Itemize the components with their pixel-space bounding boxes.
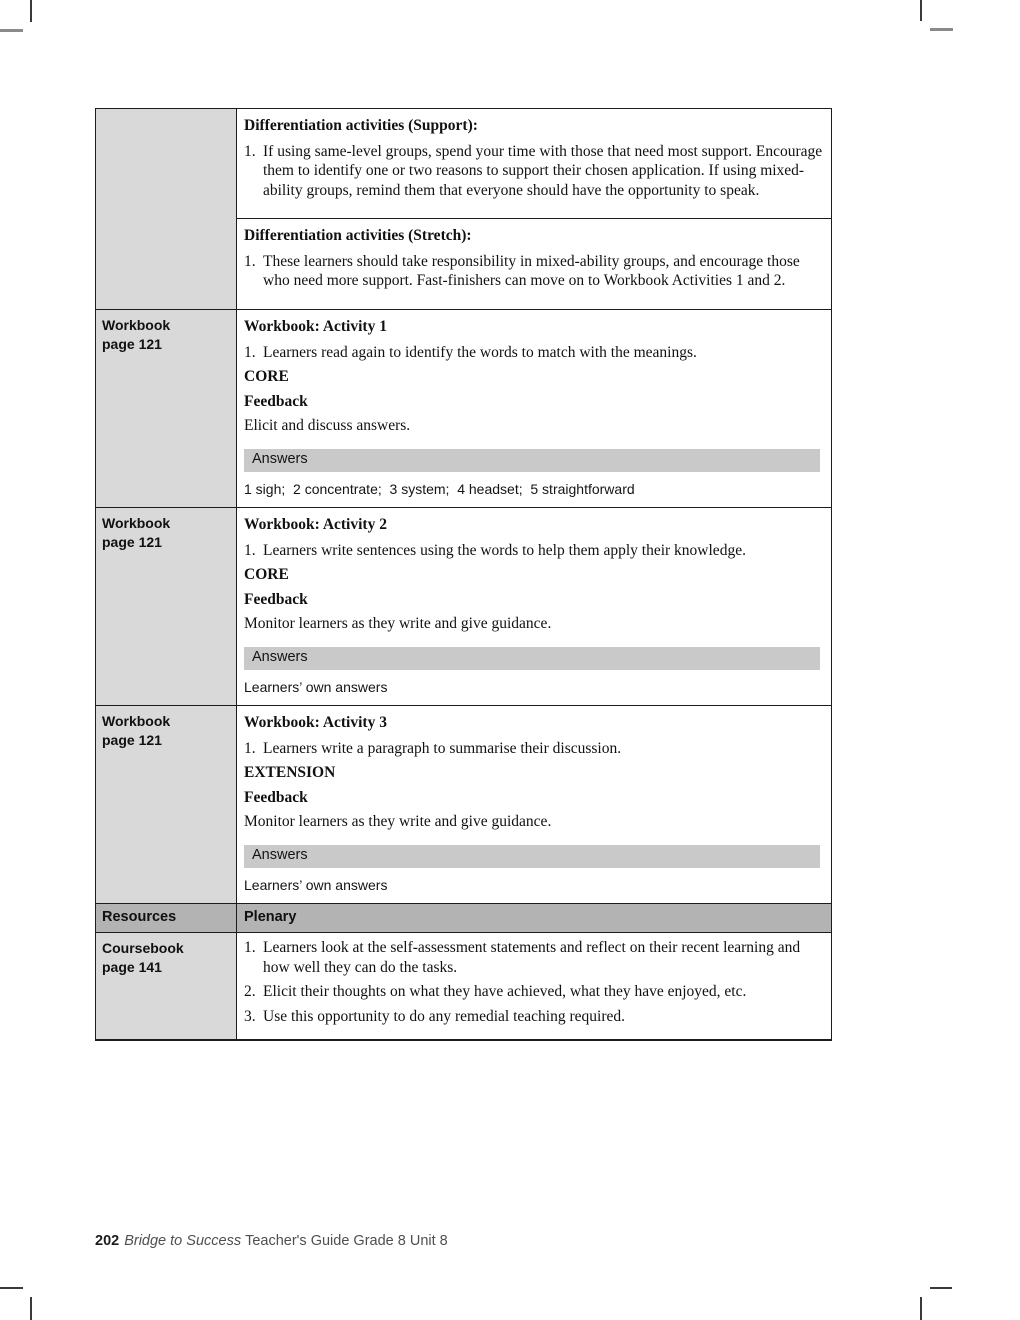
activity-item	[244, 343, 823, 363]
feedback-text: Monitor learners as they write and give guidance.	[244, 615, 552, 632]
answers-label: Answers	[252, 649, 308, 666]
footer-page-number: 202	[95, 1233, 120, 1249]
differentiation-stretch-heading: Differentiation activities (Stretch):	[244, 227, 472, 244]
differentiation-stretch-item	[244, 252, 823, 291]
item-text: Learners write sentences using the words to help them apply their knowledge.	[263, 541, 746, 559]
resources-plenary-header-row	[96, 903, 831, 932]
answers-header-bar	[244, 449, 820, 472]
feedback-label: Feedback	[244, 590, 308, 608]
crop-mark-top-left-vertical	[30, 0, 32, 22]
answers-label: Answers	[252, 451, 308, 468]
plenary-content	[237, 933, 831, 1039]
plenary-item-1	[244, 938, 823, 977]
answers-header-bar	[244, 647, 820, 670]
differentiation-content	[237, 109, 831, 309]
item-text: These learners should take responsibility in mixed-ability groups, and encourage those who need more support. Fast-finishers can move on to Workbook Activities 1 and 2.	[263, 252, 800, 289]
item-number: 1.	[244, 252, 256, 270]
activity-level-label: CORE	[244, 566, 289, 583]
activity-level-label: CORE	[244, 368, 289, 385]
workbook-activity-1-content	[237, 310, 831, 507]
differentiation-support-heading: Differentiation activities (Support):	[244, 117, 478, 134]
differentiation-sidebar-cell-empty	[96, 109, 237, 309]
answers-label: Answers	[252, 847, 308, 864]
activity-item	[244, 541, 823, 561]
crop-mark-bottom-left-horizontal	[0, 1287, 23, 1289]
answers-text: Learners’ own answers	[244, 876, 388, 893]
item-number: 1.	[244, 939, 256, 956]
workbook-activity-3-sidebar	[96, 706, 237, 903]
workbook-activity-3-content	[237, 706, 831, 903]
workbook-activity-2-content	[237, 508, 831, 705]
feedback-label: Feedback	[244, 392, 308, 410]
sidebar-source-label: Workbook	[102, 317, 171, 333]
item-text: Learners write a paragraph to summarise their discussion.	[263, 739, 622, 757]
activity-item	[244, 739, 823, 759]
crop-mark-bottom-right-horizontal	[930, 1287, 952, 1289]
resources-header-cell: Resources	[96, 904, 237, 932]
crop-mark-bottom-right-vertical	[920, 1297, 922, 1320]
sidebar-page-label: page 121	[102, 534, 162, 550]
differentiation-support-cell	[237, 109, 831, 218]
answers-text: 1 sigh; 2 concentrate; 3 system; 4 headset; 5 straightforward	[244, 480, 635, 497]
crop-mark-bottom-left-vertical	[30, 1297, 32, 1320]
item-text: If using same-level groups, spend your time with those that need most support. Encourage them to identify one or two reasons to support their chosen application. If using mixed-ability groups, remind them that everyone should have the opportunity to speak.	[263, 142, 823, 199]
footer-suffix: Teacher's Guide Grade 8 Unit 8	[245, 1233, 448, 1249]
differentiation-stretch-cell	[237, 218, 831, 309]
differentiation-row	[96, 109, 831, 309]
feedback-label: Feedback	[244, 788, 308, 806]
workbook-activity-1-row	[96, 309, 831, 507]
sidebar-source-label: Workbook	[102, 713, 171, 729]
sidebar-page-label: page 141	[102, 959, 162, 975]
activity-level-label: EXTENSION	[244, 764, 336, 781]
lesson-plan-table	[95, 108, 832, 1041]
workbook-activity-3-row	[96, 705, 831, 903]
differentiation-support-item	[244, 142, 823, 201]
item-number: 1.	[244, 142, 256, 160]
item-text: Learners look at the self-assessment statements and reflect on their recent learning and how well they can do the tasks.	[263, 939, 801, 976]
feedback-text: Elicit and discuss answers.	[244, 417, 411, 434]
plenary-header-cell: Plenary	[237, 904, 831, 932]
activity-heading: Workbook: Activity 3	[244, 714, 387, 731]
sidebar-source-label: Coursebook	[102, 940, 184, 956]
feedback-text: Monitor learners as they write and give guidance.	[244, 813, 552, 830]
activity-heading: Workbook: Activity 2	[244, 516, 387, 533]
crop-mark-top-right-vertical	[920, 0, 922, 21]
sidebar-page-label: page 121	[102, 336, 162, 352]
item-number: 1.	[244, 343, 256, 361]
answers-text: Learners’ own answers	[244, 678, 388, 695]
activity-heading: Workbook: Activity 1	[244, 318, 387, 335]
answers-header-bar	[244, 845, 820, 868]
item-number: 1.	[244, 739, 256, 757]
sidebar-page-label: page 121	[102, 732, 162, 748]
workbook-activity-2-row	[96, 507, 831, 705]
page-footer	[95, 1233, 448, 1249]
item-number: 3.	[244, 1007, 256, 1025]
item-text: Use this opportunity to do any remedial teaching required.	[263, 1007, 626, 1025]
plenary-item-3	[244, 1007, 823, 1027]
item-text: Elicit their thoughts on what they have achieved, what they have enjoyed, etc.	[263, 983, 747, 1000]
plenary-body-row	[96, 932, 831, 1039]
crop-mark-top-right-horizontal	[930, 28, 953, 31]
footer-book-title: Bridge to Success	[124, 1233, 242, 1249]
item-text: Learners read again to identify the words to match with the meanings.	[263, 343, 697, 361]
workbook-activity-1-sidebar	[96, 310, 237, 507]
sidebar-source-label: Workbook	[102, 515, 171, 531]
coursebook-sidebar	[96, 933, 237, 1039]
plenary-item-2	[244, 982, 823, 1002]
item-number: 2.	[244, 983, 256, 1000]
crop-mark-top-left-horizontal	[0, 29, 23, 32]
item-number: 1.	[244, 541, 256, 559]
workbook-activity-2-sidebar	[96, 508, 237, 705]
